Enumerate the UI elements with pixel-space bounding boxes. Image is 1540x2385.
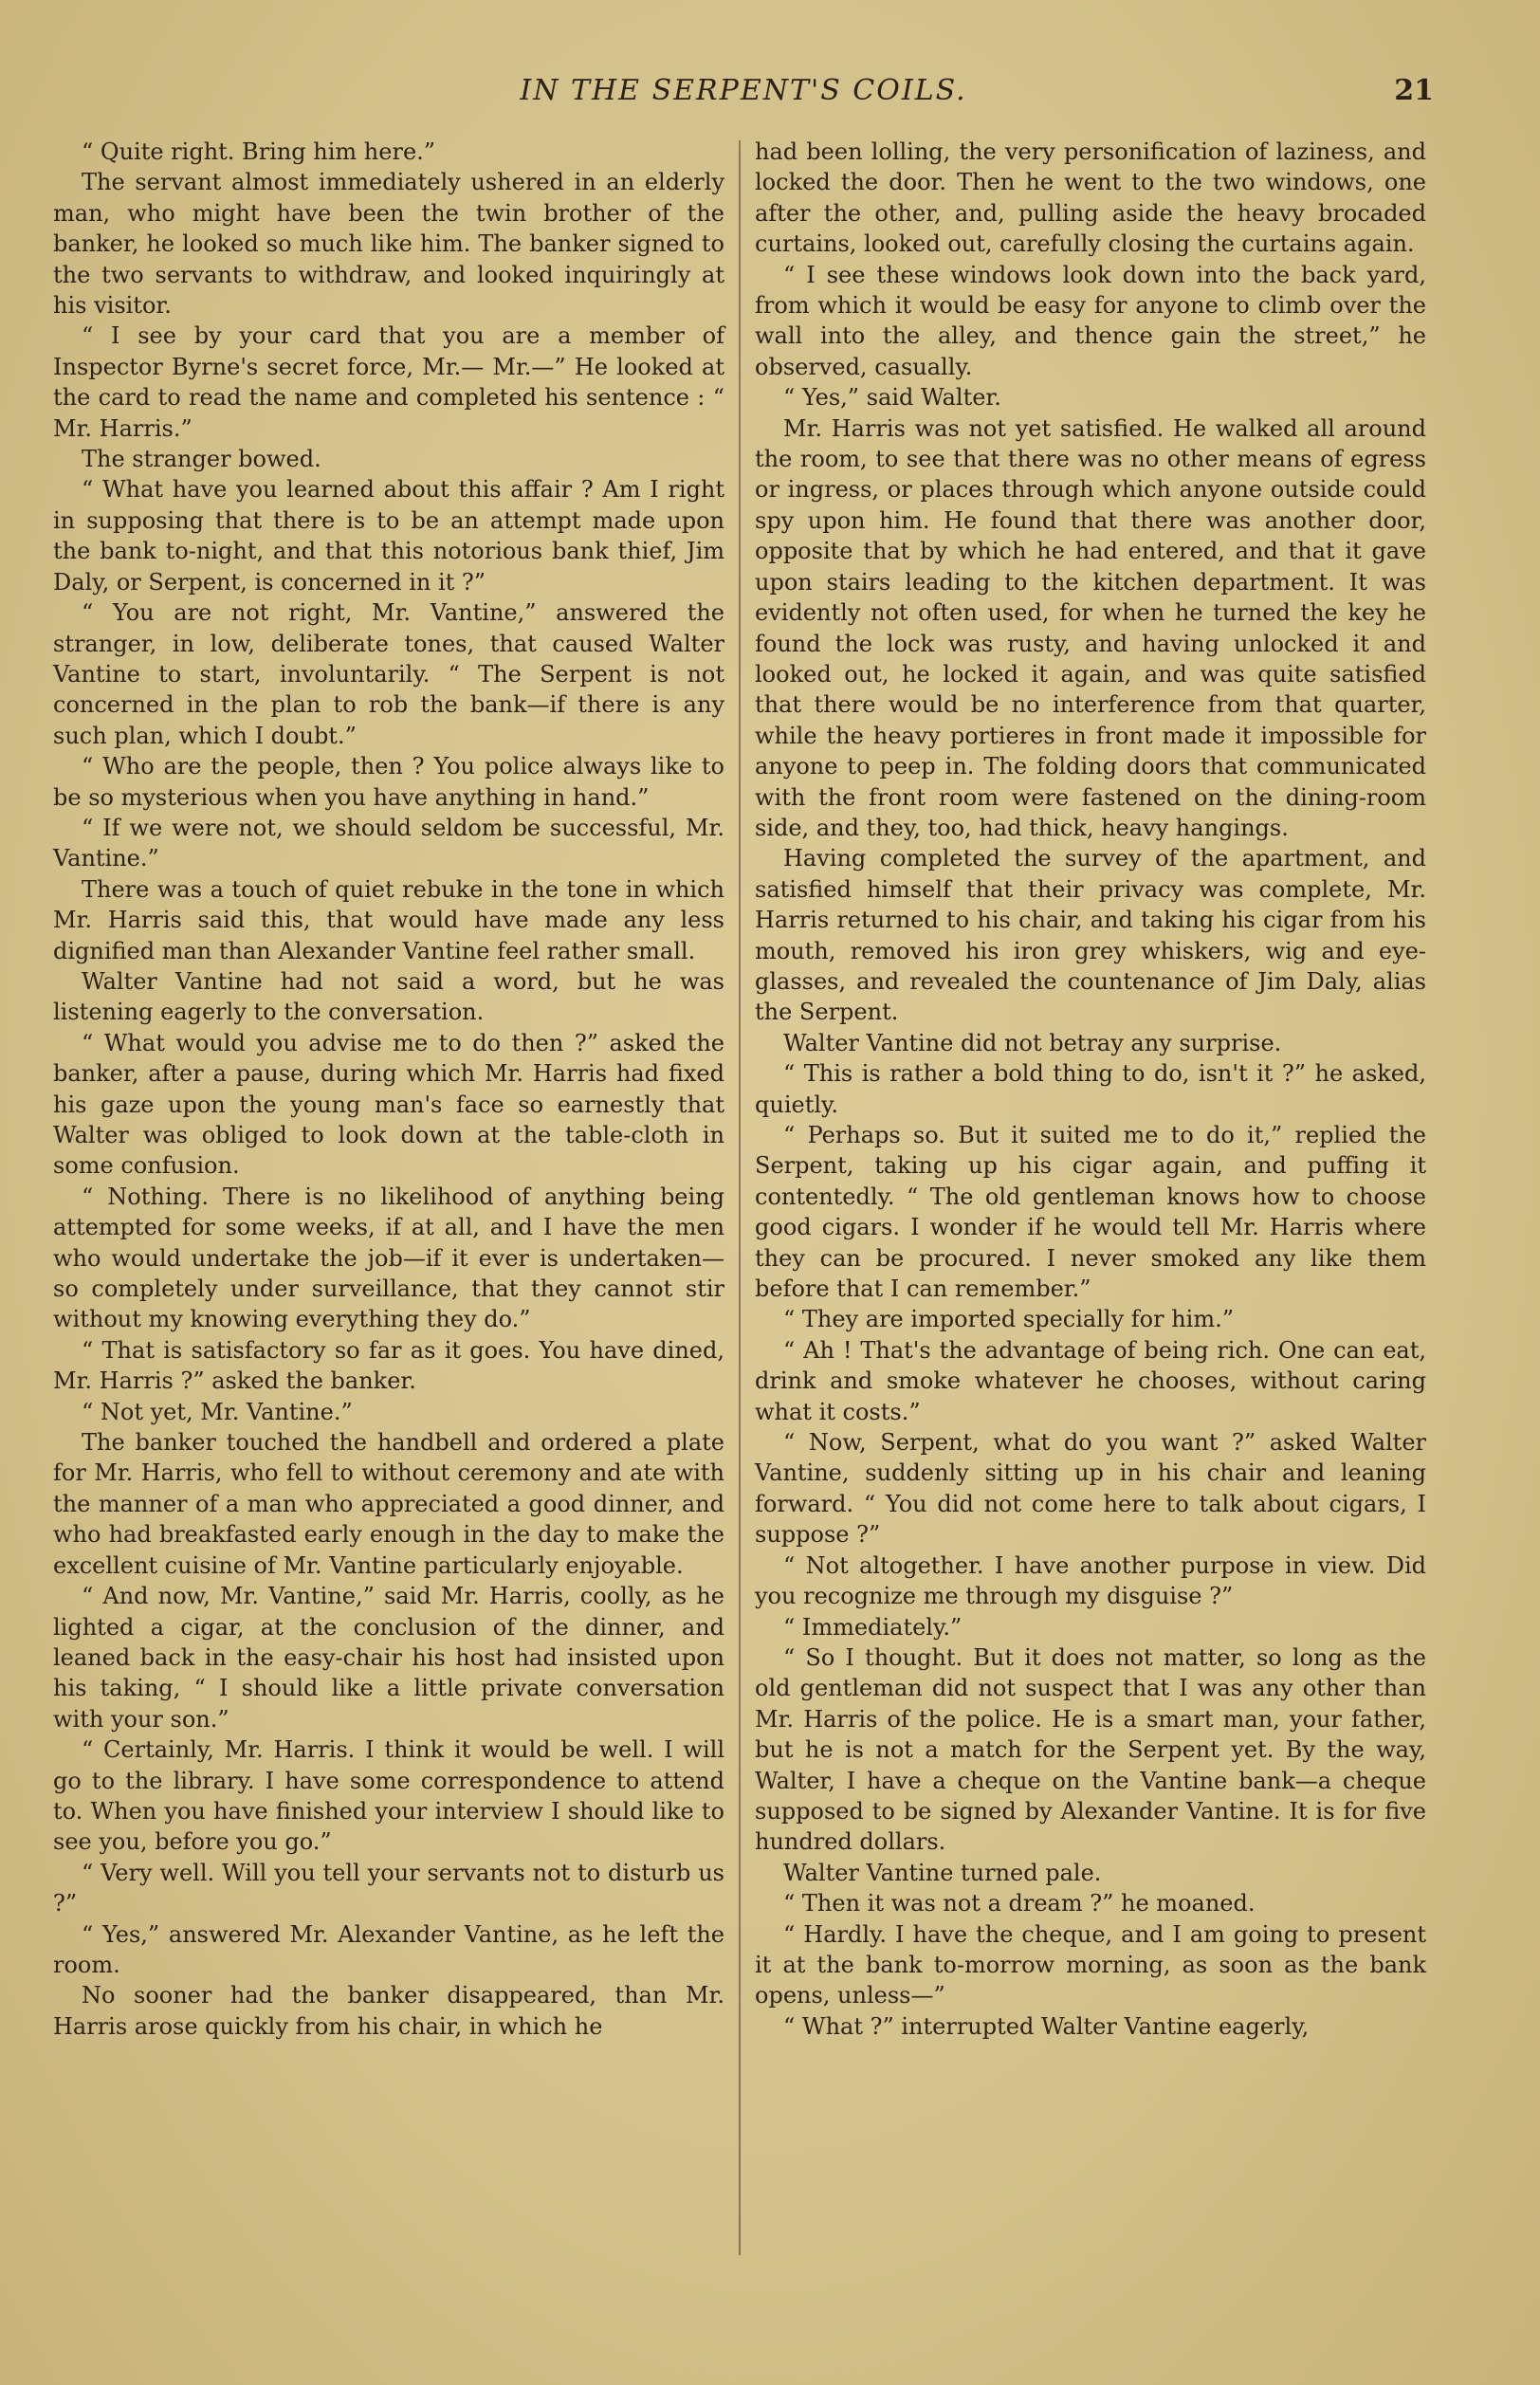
paragraph: Walter Vantine turned pale.	[783, 1859, 1102, 1886]
paragraph: “ Yes,” said Walter.	[783, 384, 1001, 412]
paragraph: The servant almost immediately ushered in an elderly man, who might have been the twin brother of the banker, he looked so much like him. The banker signed to the two servants to withdraw, and looked inquiringly at his visitor.	[53, 169, 724, 320]
paragraph: “ Then it was not a dream ?” he moaned.	[783, 1890, 1256, 1917]
paragraph: The stranger bowed.	[82, 446, 321, 473]
paragraph: “ This is rather a bold thing to do, isn't it ?” he asked, quietly.	[755, 1060, 1426, 1118]
paragraph: “ Quite right. Bring him here.”	[82, 138, 436, 165]
paragraph: “ What have you learned about this affair ? Am I right in supposing that there is to be an attempt made upon the bank to-night, and that this notorious bank thief, Jim Daly, or Serpent, is concerned in it ?”	[53, 476, 724, 596]
paragraph: The banker touched the handbell and ordered a plate for Mr. Harris, who fell to without ceremony and ate with the manner of a man who appreciated a good dinner, and who had breakfasted early enough in the day to make the excellent cuisine of Mr. Vantine particularly enjoyable.	[53, 1429, 724, 1579]
paragraph: “ And now, Mr. Vantine,” said Mr. Harris, coolly, as he lighted a cigar, at the conclusion of the dinner, and leaned back in the easy-chair his host had insisted upon his taking, “ I should like a little private conversation with your son.”	[53, 1583, 724, 1733]
paragraph: “ Not yet, Mr. Vantine.”	[82, 1398, 353, 1425]
paragraph: “ What ?” interrupted Walter Vantine eagerly,	[783, 2012, 1310, 2040]
paragraph: “ So I thought. But it does not matter, so long as the old gentleman did not suspect that I was any other than Mr. Harris of the police. He is a smart man, your father, but he is not a match for the Serpent yet. By the way, Walter, I have a cheque on the Vantine bank—a cheque supposed to be signed by Alexander Vantine. It is for five hundred dollars.	[755, 1643, 1426, 1856]
paragraph: “ Yes,” answered Mr. Alexander Vantine, as he left the room.	[53, 1920, 724, 1978]
paragraph: “ Ah ! That's the advantage of being rich. One can eat, drink and smoke whatever he chooses, without caring what it costs.”	[755, 1336, 1426, 1425]
paragraph: had been lolling, the very personification of laziness, and locked the door. Then he went to the two windows, one after the other, and, pulling aside the heavy brocaded curtains, looked out, carefully closing the curtains again.	[755, 138, 1426, 258]
paragraph: “ Perhaps so. But it suited me to do it,” replied the Serpent, taking up his cigar again, and puffing it contentedly. “ The old gentleman knows how to choose good cigars. I wonder if he would tell Mr. Harris where they can be procured. I never smoked any like them before that I can remember.”	[755, 1122, 1426, 1303]
paragraph: No sooner had the banker disappeared, than Mr. Harris arose quickly from his chair, in which he	[53, 1982, 724, 2040]
paragraph: “ You are not right, Mr. Vantine,” answered the stranger, in low, deliberate tones, that caused Walter Vantine to start, involuntarily. “ The Serpent is not concerned in the plan to rob the bank—if there is any such plan, which I doubt.”	[53, 599, 724, 749]
left-column	[53, 137, 724, 2042]
paragraph: “ Very well. Will you tell your servants not to disturb us ?”	[53, 1859, 724, 1917]
paragraph: “ Nothing. There is no likelihood of anything being attempted for some weeks, if at all, and I have the men who would undertake the job—if it ever is undertaken—so completely under surveillance, that they cannot stir without my knowing everything they do.”	[53, 1183, 724, 1333]
paragraph: “ Now, Serpent, what do you want ?” asked Walter Vantine, suddenly sitting up in his chair and leaning forward. “ You did not come here to talk about cigars, I suppose ?”	[755, 1429, 1426, 1549]
paragraph: “ Hardly. I have the cheque, and I am going to present it at the bank to-morrow morning, as soon as the bank opens, unless—”	[755, 1920, 1426, 2009]
paragraph: “ Immediately.”	[783, 1613, 962, 1641]
paragraph: “ Not altogether. I have another purpose in view. Did you recognize me through my disguise ?”	[755, 1551, 1426, 1610]
running-title: IN THE SERPENT'S COILS.	[520, 74, 967, 107]
paragraph: “ What would you advise me to do then ?” asked the banker, after a pause, during which Mr. Harris had fixed his gaze upon the young man's face so earnestly that Walter was obliged to look down at the table-cloth in some confusion.	[53, 1029, 724, 1180]
paragraph: “ That is satisfactory so far as it goes. You have dined, Mr. Harris ?” asked the banker.	[53, 1336, 724, 1395]
paragraph: “ Who are the people, then ? You police always like to be so mysterious when you have anything in hand.”	[53, 753, 724, 811]
paragraph: Mr. Harris was not yet satisfied. He walked all around the room, to see that there was no other means of egress or ingress, or places through which anyone outside could spy upon him. He found that there was another door, opposite that by which he had entered, and that it gave upon stairs leading to the kitchen department. It was evidently not often used, for when he turned the key he found the lock was rusty, and having unlocked it and looked out, he locked it again, and was quite satisfied that there would be no interference from that quarter, while the heavy portieres in front made it impossible for anyone to peep in. The folding doors that communicated with the front room were fastened on the dining-room side, and they, too, had thick, heavy hangings.	[755, 414, 1426, 841]
paragraph: “ They are imported specially for him.”	[783, 1306, 1234, 1333]
paragraph: “ Certainly, Mr. Harris. I think it would be well. I will go to the library. I have some correspondence to attend to. When you have finished your interview I should like to see you, before you go.”	[53, 1736, 724, 1856]
paragraph: “ I see these windows look down into the back yard, from which it would be easy for anyone to climb over the wall into the alley, and thence gain the street,” he observed, casually.	[755, 261, 1426, 380]
paragraph: Having completed the survey of the apartment, and satisfied himself that their privacy was complete, Mr. Harris returned to his chair, and taking his cigar from his mouth, removed his iron grey whiskers, wig and eye-glasses, and revealed the countenance of Jim Daly, alias the Serpent.	[755, 845, 1426, 1026]
page-header	[53, 66, 1434, 114]
column-divider	[739, 140, 741, 2255]
paragraph: Walter Vantine did not betray any surprise.	[783, 1029, 1282, 1056]
page-number: 21	[1394, 74, 1434, 107]
paragraph: There was a touch of quiet rebuke in the tone in which Mr. Harris said this, that would have made any less dignified man than Alexander Vantine feel rather small.	[53, 875, 724, 964]
paragraph: “ If we were not, we should seldom be successful, Mr. Vantine.”	[53, 814, 724, 872]
right-column	[755, 137, 1426, 2042]
paragraph: “ I see by your card that you are a member of Inspector Byrne's secret force, Mr.— Mr.—” He looked at the card to read the name and completed his sentence : “ Mr. Harris.”	[53, 322, 724, 442]
paragraph: Walter Vantine had not said a word, but he was listening eagerly to the conversation.	[53, 967, 724, 1026]
